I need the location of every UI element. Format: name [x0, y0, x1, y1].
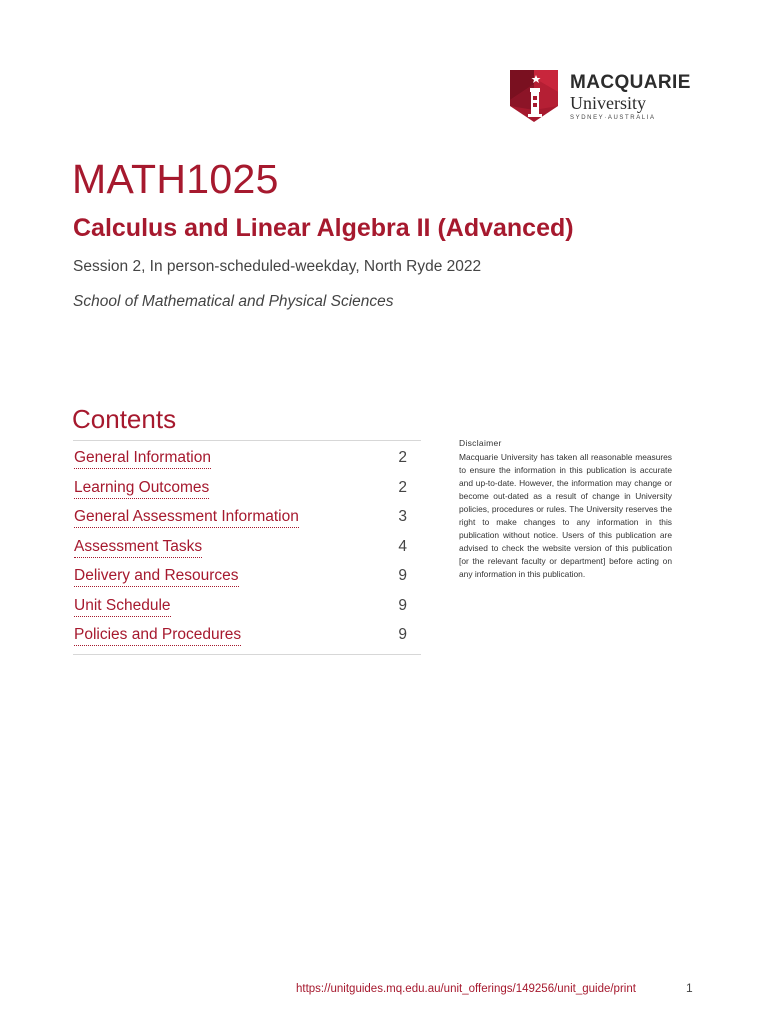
toc-link-delivery-and-resources[interactable]: Delivery and Resources: [74, 566, 239, 587]
toc-row: [73, 473, 421, 503]
session-info: Session 2, In person-scheduled-weekday, North Ryde 2022: [73, 258, 482, 275]
toc-page-number: 3: [398, 508, 407, 525]
toc-page-number: 2: [398, 478, 407, 496]
brand-location: SYDNEY·AUSTRALIA: [570, 115, 656, 121]
page-number: 1: [686, 981, 693, 995]
toc-row: [73, 620, 421, 650]
school-name: School of Mathematical and Physical Sciences: [73, 293, 394, 310]
toc-row: [73, 591, 421, 621]
toc-page-number: 9: [398, 596, 407, 614]
university-logo: [510, 70, 700, 126]
toc-link-learning-outcomes[interactable]: Learning Outcomes: [74, 478, 209, 499]
brand-subname: University: [570, 93, 646, 113]
disclaimer-title: Disclaimer: [459, 438, 502, 448]
disclaimer-body: Macquarie University has taken all reasonable measures to ensure the information in this publication is accurate and up-to-date. However, the information may change or become out-dated as a result of change in University policies, procedures or rules. The University reserves the right to make changes to any information in this publication without notice. Users of this publication are advised to check the website version of this publication [or the relevant faculty or department] before acting on any information in this publication.: [459, 452, 672, 579]
toc-link-general-assessment-information[interactable]: General Assessment Information: [74, 507, 299, 528]
toc-link-general-information[interactable]: General Information: [74, 448, 211, 469]
disclaimer: [459, 437, 672, 581]
toc-page-number: 9: [398, 626, 407, 643]
toc-page-number: 9: [398, 567, 407, 584]
toc-link-policies-and-procedures[interactable]: Policies and Procedures: [74, 625, 241, 646]
toc-link-unit-schedule[interactable]: Unit Schedule: [74, 596, 171, 617]
table-of-contents: [73, 440, 421, 655]
toc-page-number: 4: [398, 537, 407, 555]
brand-name: MACQUARIE: [570, 72, 691, 93]
toc-page-number: 2: [398, 449, 407, 466]
toc-link-assessment-tasks[interactable]: Assessment Tasks: [74, 537, 202, 558]
contents-heading: Contents: [72, 404, 177, 434]
toc-row: [73, 443, 421, 473]
unit-code: MATH1025: [72, 156, 279, 202]
toc-row: [73, 502, 421, 532]
toc-row: [73, 561, 421, 591]
lighthouse-shield-icon: [510, 70, 558, 122]
toc-row: [73, 532, 421, 562]
unit-title: Calculus and Linear Algebra II (Advanced): [73, 214, 574, 242]
footer-url-link[interactable]: https://unitguides.mq.edu.au/unit_offerings/149256/unit_guide/print: [296, 983, 636, 995]
